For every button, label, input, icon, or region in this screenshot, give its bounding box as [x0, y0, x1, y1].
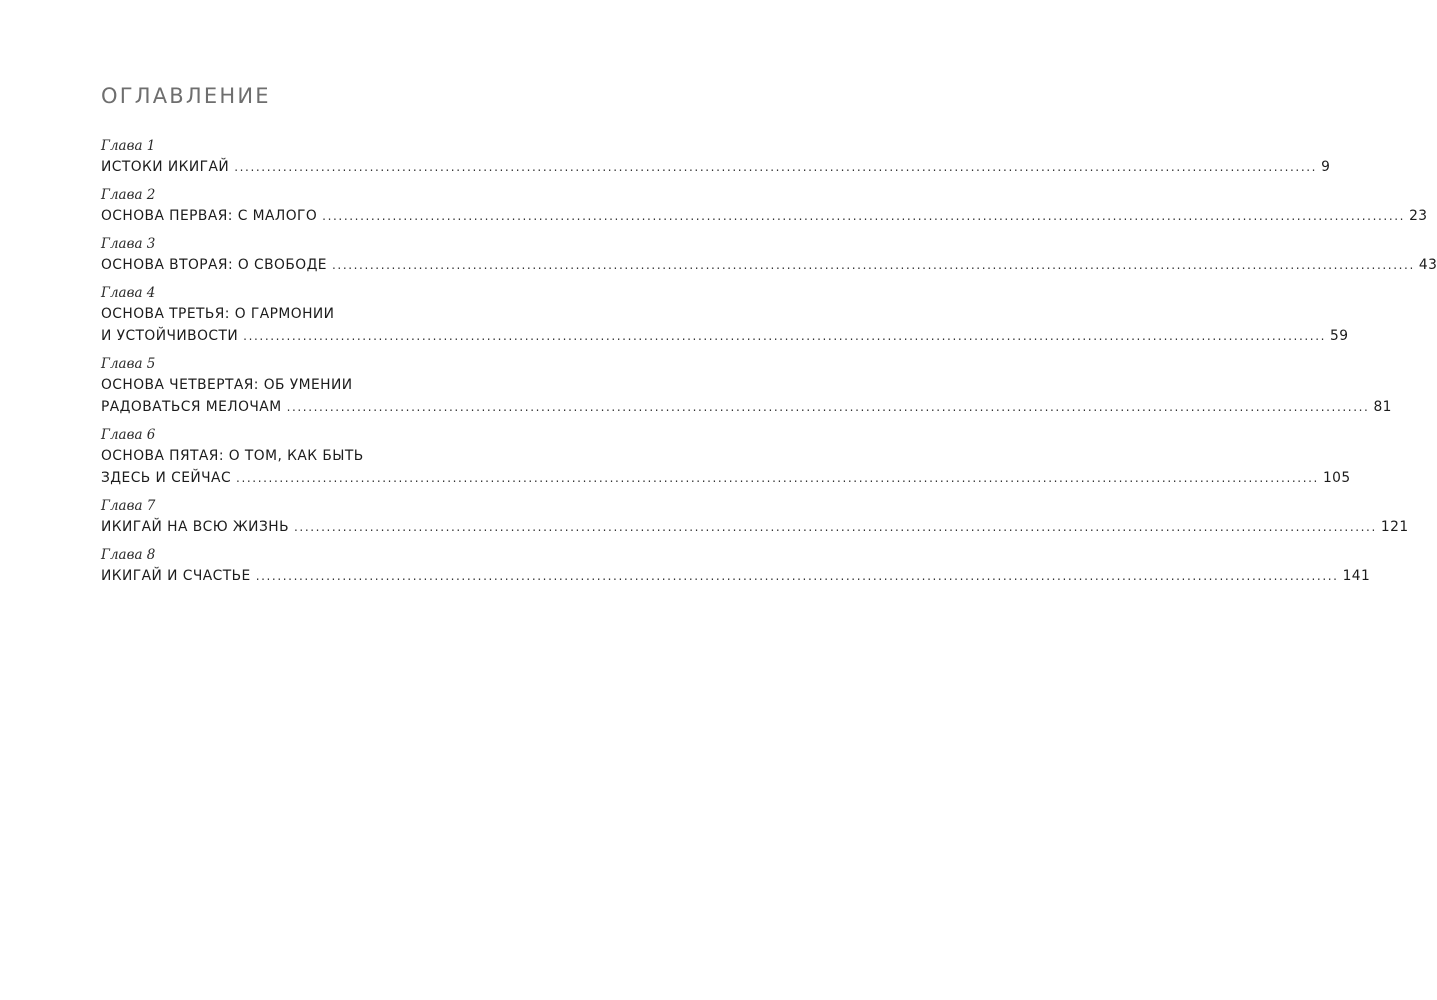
page-number: 23	[1409, 208, 1428, 224]
chapter-title: ИКИГАЙ НА ВСЮ ЖИЗНЬ	[101, 519, 289, 535]
toc-entry	[101, 136, 1331, 178]
toc-entry-link[interactable]	[101, 325, 1349, 347]
toc-entry-link[interactable]	[101, 254, 1437, 276]
chapter-title: ИСТОКИ ИКИГАЙ	[101, 159, 230, 175]
chapter-label: Глава 1	[101, 138, 156, 154]
toc-entry	[101, 234, 1437, 276]
dot-leader: ........................................................................................................................................................................................................	[236, 471, 1319, 485]
chapter-label: Глава 3	[101, 236, 156, 252]
dot-leader: ........................................................................................................................................................................................................	[234, 160, 1318, 174]
chapter-label: Глава 7	[101, 498, 156, 514]
toc-entry	[101, 496, 1409, 538]
dot-leader: ........................................................................................................................................................................................................	[294, 520, 1377, 534]
dot-leader: ........................................................................................................................................................................................................	[243, 329, 1327, 343]
chapter-label: Глава 8	[101, 547, 156, 563]
dot-leader: ........................................................................................................................................................................................................	[255, 569, 1339, 583]
toc-entry	[101, 283, 1349, 347]
chapter-title: РАДОВАТЬСЯ МЕЛОЧАМ	[101, 399, 282, 415]
toc-entry	[101, 354, 1392, 418]
chapter-title: И УСТОЙЧИВОСТИ	[101, 328, 239, 344]
page-number: 59	[1330, 328, 1349, 344]
toc-entry-link[interactable]	[101, 565, 1371, 587]
chapter-title: ОСНОВА ПЕРВАЯ: С МАЛОГО	[101, 208, 318, 224]
page-title: ОГЛАВЛЕНИЕ	[101, 84, 271, 108]
toc-entry-link[interactable]	[101, 396, 1392, 418]
chapter-label: Глава 5	[101, 356, 156, 372]
chapter-title-line[interactable]: ОСНОВА ТРЕТЬЯ: О ГАРМОНИИ	[101, 306, 335, 322]
toc-entry	[101, 185, 1428, 227]
chapter-title: ИКИГАЙ И СЧАСТЬЕ	[101, 568, 251, 584]
chapter-label: Глава 2	[101, 187, 156, 203]
toc-entry	[101, 545, 1371, 587]
toc-entry-link[interactable]	[101, 516, 1409, 538]
page-number: 81	[1373, 399, 1392, 415]
toc-entry-link[interactable]	[101, 156, 1331, 178]
chapter-title-line[interactable]: ОСНОВА ПЯТАЯ: О ТОМ, КАК БЫТЬ	[101, 448, 364, 464]
page-number: 141	[1342, 568, 1371, 584]
page-number: 121	[1380, 519, 1409, 535]
dot-leader: ........................................................................................................................................................................................................	[286, 400, 1370, 414]
toc-entry-link[interactable]	[101, 467, 1351, 489]
page-number: 43	[1418, 257, 1437, 273]
dot-leader: ........................................................................................................................................................................................................	[322, 209, 1406, 223]
chapter-title-line[interactable]: ОСНОВА ЧЕТВЕРТАЯ: ОБ УМЕНИИ	[101, 377, 353, 393]
dot-leader: ........................................................................................................................................................................................................	[331, 258, 1415, 272]
toc-entry	[101, 425, 1351, 489]
chapter-label: Глава 4	[101, 285, 156, 301]
table-of-contents	[101, 136, 1437, 594]
chapter-label: Глава 6	[101, 427, 156, 443]
page-number: 9	[1321, 159, 1331, 175]
page-number: 105	[1322, 470, 1351, 486]
chapter-title: ЗДЕСЬ И СЕЙЧАС	[101, 470, 232, 486]
chapter-title: ОСНОВА ВТОРАЯ: О СВОБОДЕ	[101, 257, 327, 273]
toc-entry-link[interactable]	[101, 205, 1428, 227]
